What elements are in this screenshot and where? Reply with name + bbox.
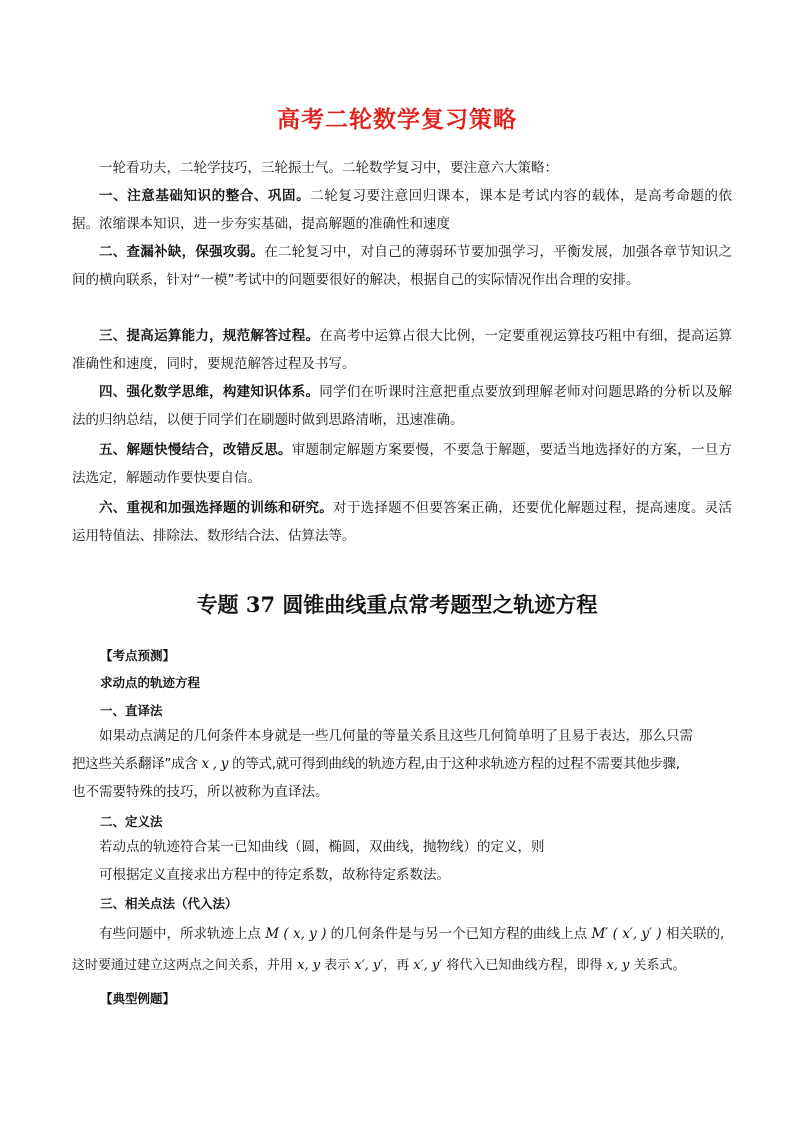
math-xy-prime-2: x′, y′	[413, 958, 443, 973]
strategy-item-4-head: 四、强化数学思维，构建知识体系。	[99, 384, 320, 400]
strategy-item-5-head: 五、解题快慢结合，改错反思。	[99, 442, 292, 458]
method-3-a-part3: 相关联的,	[661, 926, 725, 942]
strategy-item-1	[72, 182, 732, 238]
method-1-body-b-part2: 的等式,就可得到曲线的轨迹方程,由于这种求轨迹方程的过程不需要其他步骤,	[228, 756, 680, 772]
math-xy-2: x, y	[297, 958, 321, 973]
method-1-body-b-part1: 把这些关系翻译”成含	[72, 756, 202, 772]
strategy-item-5	[72, 436, 732, 492]
strategy-item-4	[72, 378, 732, 434]
math-point-M-prime: M′ ( x′, y′ )	[591, 926, 662, 942]
strategy-item-3	[72, 322, 732, 378]
math-xy: x , y	[201, 756, 229, 772]
strategy-item-1-head: 一、注意基础知识的整合、巩固。	[99, 188, 311, 204]
examples-label: 【典型例题】	[100, 991, 176, 1006]
strategy-intro: 一轮看功夫，二轮学技巧，三轮振士气。二轮数学复习中，要注意六大策略：	[99, 160, 558, 176]
strategy-item-2-body: 在二轮复习中，对自己的薄弱环节要加强学习，平衡发展，加强各章节知识之间的横向联系，针对“一模”考试中的问题要很好的解决，根据自己的实际情况作出合理的安排。	[72, 244, 733, 288]
strategy-title: 高考二轮数学复习策略	[277, 107, 517, 133]
method-3-b-part4: 将代入已知曲线方程，即得	[442, 958, 607, 973]
strategy-item-1-body: 二轮复习要注意回归课本，课本是考试内容的载体，是高考命题的依据。浓缩课本知识，进一步夯实基础，提高解题的准确性和速度	[72, 188, 733, 232]
method-3-a-part1: 有些问题中，所求轨迹上点	[99, 926, 266, 942]
math-point-M: M ( x, y )	[265, 926, 327, 942]
method-2-body-a: 若动点的轨迹符合某一已知曲线（圆，椭圆，双曲线，抛物线）的定义，则	[99, 839, 545, 855]
method-1-body-c: 也不需要特殊的技巧，所以被称为直译法。	[72, 784, 329, 800]
method-3-b-part3: ，再	[383, 958, 414, 973]
strategy-item-6	[72, 494, 732, 550]
strategy-item-3-head: 三、提高运算能力，规范解答过程。	[99, 328, 320, 344]
method-3-b-part2: 表示	[320, 958, 355, 973]
method-2-heading: 二、定义法	[100, 814, 163, 829]
method-3-b-part5: 关系式。	[629, 958, 686, 973]
method-3-b-part1: 这时要通过建立这两点之间关系，并用	[72, 958, 298, 973]
method-3-body-b	[72, 952, 737, 980]
math-xy-3: x, y	[606, 958, 630, 973]
method-1-body-b	[72, 750, 732, 778]
method-1-body-a: 如果动点满足的几何条件本身就是一些几何量的等量关系且这些几何简单明了且易于表达，那么只需	[99, 728, 693, 744]
method-1-heading: 一、直译法	[100, 703, 163, 718]
method-2-body-b: 可根据定义直接求出方程中的待定系数，故称待定系数法。	[99, 867, 450, 883]
forecast-label: 【考点预测】	[100, 648, 176, 663]
strategy-item-2	[72, 238, 732, 294]
topic-subtitle: 求动点的轨迹方程	[100, 675, 201, 690]
math-xy-prime: x′, y′	[354, 958, 384, 973]
strategy-item-4-body: 同学们在听课时注意把重点要放到理解老师对问题思路的分析以及解法的归纳总结，以便于同学们在刷题时做到思路清晰，迅速准确。	[72, 384, 733, 428]
method-3-body-a	[72, 920, 737, 948]
method-3-heading: 三、相关点法（代入法）	[100, 896, 238, 911]
topic-title: 专题 37 圆锥曲线重点常考题型之轨迹方程	[196, 592, 598, 617]
strategy-item-6-body: 对于选择题不但要答案正确，还要优化解题过程，提高速度。灵活运用特值法、排除法、数形结合法、估算法等。	[72, 500, 733, 544]
strategy-item-3-body: 在高考中运算占很大比例，一定要重视运算技巧粗中有细，提高运算准确性和速度，同时，要规范解答过程及书写。	[72, 328, 733, 372]
strategy-item-5-body: 审题制定解题方案要慢，不要急于解题，要适当地选择好的方案，一旦方法选定，解题动作要快要自信。	[72, 442, 733, 486]
strategy-item-2-head: 二、查漏补缺，保强攻弱。	[99, 244, 265, 260]
strategy-item-6-head: 六、重视和加强选择题的训练和研究。	[99, 500, 334, 516]
method-3-a-part2: 的几何条件是与另一个已知方程的曲线上点	[326, 926, 592, 942]
